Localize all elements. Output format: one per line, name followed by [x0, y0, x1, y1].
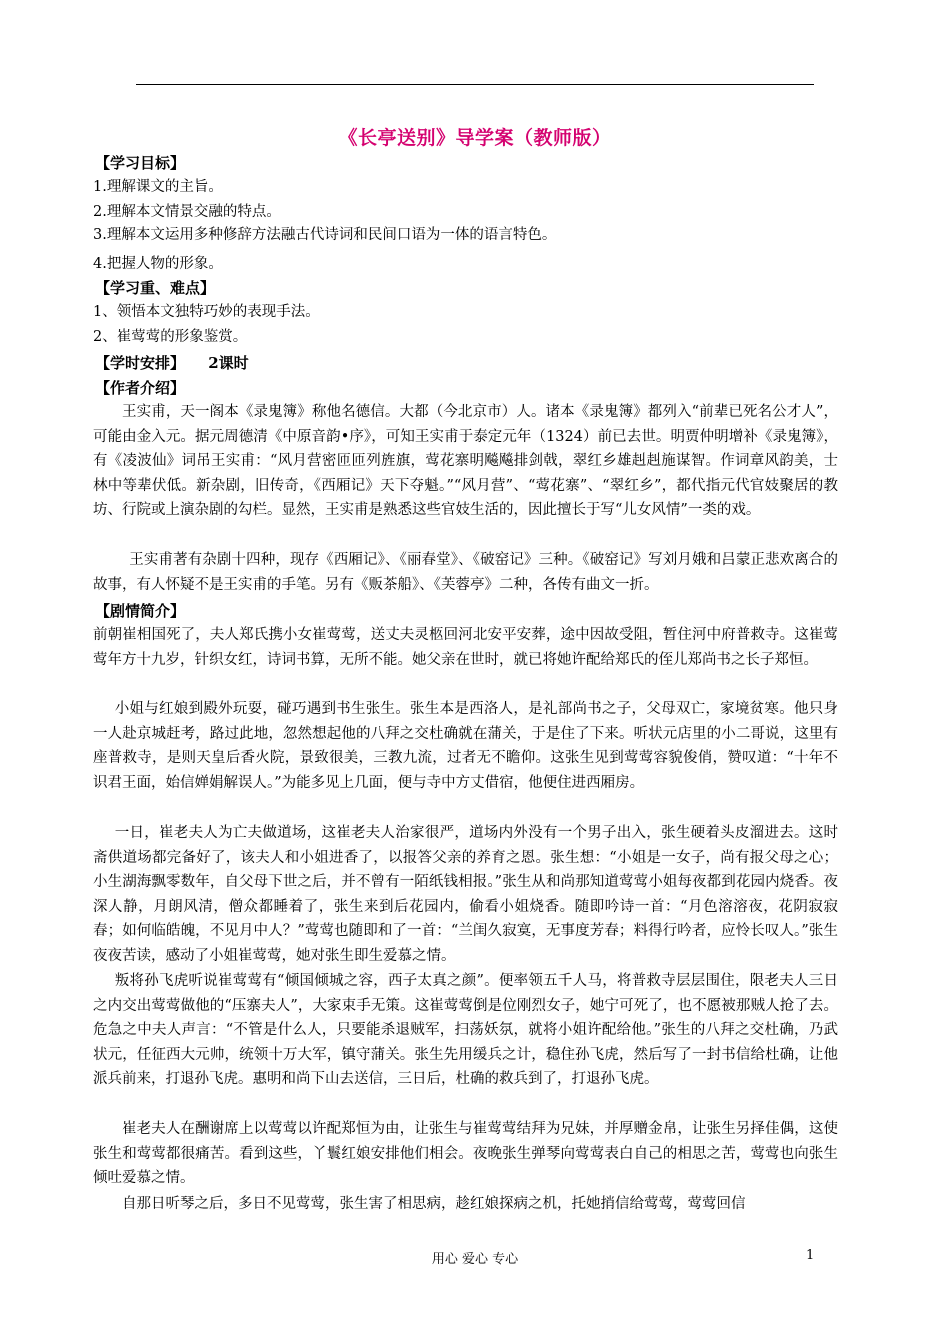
author-paragraph-2: 王实甫著有杂剧十四种，现存《西厢记》、《丽春堂》、《破窑记》三种。《破窑记》写刘月娥和吕蒙正悲欢离合的故事，有人怀疑不是王实甫的手笔。另有《贩茶船》、《芙蓉亭》二种，各传有曲文一折。: [93, 552, 838, 593]
author-paragraph-1: 王实甫，天一阁本《录鬼簿》称他名德信。大都（今北京市）人。诸本《录鬼簿》都列入“前辈已死名公才人”，可能由金入元。据元周德清《中原音韵•序》，可知王实甫于泰定元年（1324）前已去世。明贾仲明增补《录鬼簿》，有《凌波仙》词吊王实甫：“风月营密匝匝列旌旗，莺花寨明飚飚排剑戟，翠红乡雄赳赳施谋智。作词章风韵美，士林中等辈伏低。新杂剧，旧传奇，《西厢记》天下夺魁。”“风月营”、“莺花寨”、“翠红乡”，都代指元代官妓聚居的教坊、行院或上演杂剧的勾栏。显然，王实甫是熟悉这些官妓生活的，因此擅长于写“儿女风情”一类的戏。: [93, 404, 838, 519]
page-number: 1: [806, 1248, 815, 1263]
page-title: 《长亭送别》导学案（教师版）: [338, 127, 612, 149]
schedule-row: [95, 352, 249, 373]
schedule-value: 2课时: [208, 354, 249, 372]
plot-paragraph-5: 崔老夫人在酬谢席上以莺莺以许配郑恒为由，让张生与崔莺莺结拜为兄妹，并厚赠金帛，让张生另择佳偶，这使张生和莺莺都很痛苦。看到这些，丫鬟红娘安排他们相会。夜晚张生弹琴向莺莺表白自己的相思之苦，莺莺也向张生倾吐爱慕之情。: [93, 1121, 838, 1187]
author-heading: 【作者介绍】: [95, 379, 186, 397]
key-point-item-2: 2、崔莺莺的形象鉴赏。: [93, 329, 248, 345]
objective-item-1: 1.理解课文的主旨。: [93, 179, 223, 195]
key-point-item-1: 1、领悟本文独特巧妙的表现手法。: [93, 304, 320, 320]
plot-paragraph-6: 自那日听琴之后，多日不见莺莺，张生害了相思病，趁红娘探病之机，托她捎信给莺莺，莺莺回信: [122, 1196, 746, 1212]
plot-paragraph-3: 一日，崔老夫人为亡夫做道场，这崔老夫人治家很严，道场内外没有一个男子出入，张生硬着头皮溜进去。这时斋供道场都完备好了，该夫人和小姐进香了，以报答父亲的养育之恩。张生想：“小姐是一女子，尚有报父母之心；小生湖海飘零数年，自父母下世之后，并不曾有一陌纸钱相报。”张生从和尚那知道莺莺小姐每夜都到花园内烧香。夜深人静，月朗风清，僧众都睡着了，张生来到后花园内，偷看小姐烧香。随即吟诗一首：“月色溶溶夜，花阴寂寂春；如何临皓魄，不见月中人？”莺莺也随即和了一首：“兰闺久寂寞，无事度芳春；料得行吟者，应怜长叹人。”张生夜夜苦读，感动了小姐崔莺莺，她对张生即生爱慕之情。: [93, 825, 838, 964]
plot-paragraph-2: 小姐与红娘到殿外玩耍，碰巧遇到书生张生。张生本是西洛人，是礼部尚书之子，父母双亡，家境贫寒。他只身一人赴京城赶考，路过此地，忽然想起他的八拜之交杜确就在蒲关，于是住了下来。听状元店里的小二哥说，这里有座普救寺，是则天皇后香火院，景致很美，三教九流，过者无不瞻仰。这张生见到莺莺容貌俊俏，赞叹道：“十年不识君王面，始信婵娟解误人。”为能多见上几面，便与寺中方丈借宿，他便住进西厢房。: [93, 701, 838, 791]
objective-item-2: 2.理解本文情景交融的特点。: [93, 204, 281, 220]
header-rule: [136, 84, 814, 85]
footer-motto: 用心 爱心 专心: [431, 1252, 519, 1267]
objectives-heading: 【学习目标】: [95, 154, 186, 172]
plot-heading: 【剧情简介】: [95, 602, 186, 620]
key-points-heading: 【学习重、难点】: [95, 279, 216, 297]
plot-paragraph-1: 前朝崔相国死了，夫人郑氏携小女崔莺莺，送丈夫灵柩回河北安平安葬，途中因故受阻，暂住河中府普救寺。这崔莺莺年方十九岁，针织女红，诗词书算，无所不能。她父亲在世时，就已将她许配给郑氏的侄儿郑尚书之长子郑恒。: [93, 627, 838, 668]
schedule-heading: 【学时安排】: [95, 354, 186, 372]
plot-paragraph-4: 叛将孙飞虎听说崔莺莺有“倾国倾城之容，西子太真之颜”。便率领五千人马，将普救寺层层围住，限老夫人三日之内交出莺莺做他的“压寨夫人”，大家束手无策。这崔莺莺倒是位刚烈女子，她宁可死了，也不愿被那贼人抢了去。危急之中夫人声言：“不管是什么人，只要能杀退贼军，扫荡妖氛，就将小姐许配给他。”张生的八拜之交杜确，乃武状元，任征西大元帅，统领十万大军，镇守蒲关。张生先用缓兵之计，稳住孙飞虎，然后写了一封书信给杜确，让他派兵前来，打退孙飞虎。惠明和尚下山去送信，三日后，杜确的救兵到了，打退孙飞虎。: [93, 973, 838, 1088]
objective-item-3: 3.理解本文运用多种修辞方法融古代诗词和民间口语为一体的语言特色。: [93, 227, 557, 243]
objective-item-4: 4.把握人物的形象。: [93, 256, 223, 272]
